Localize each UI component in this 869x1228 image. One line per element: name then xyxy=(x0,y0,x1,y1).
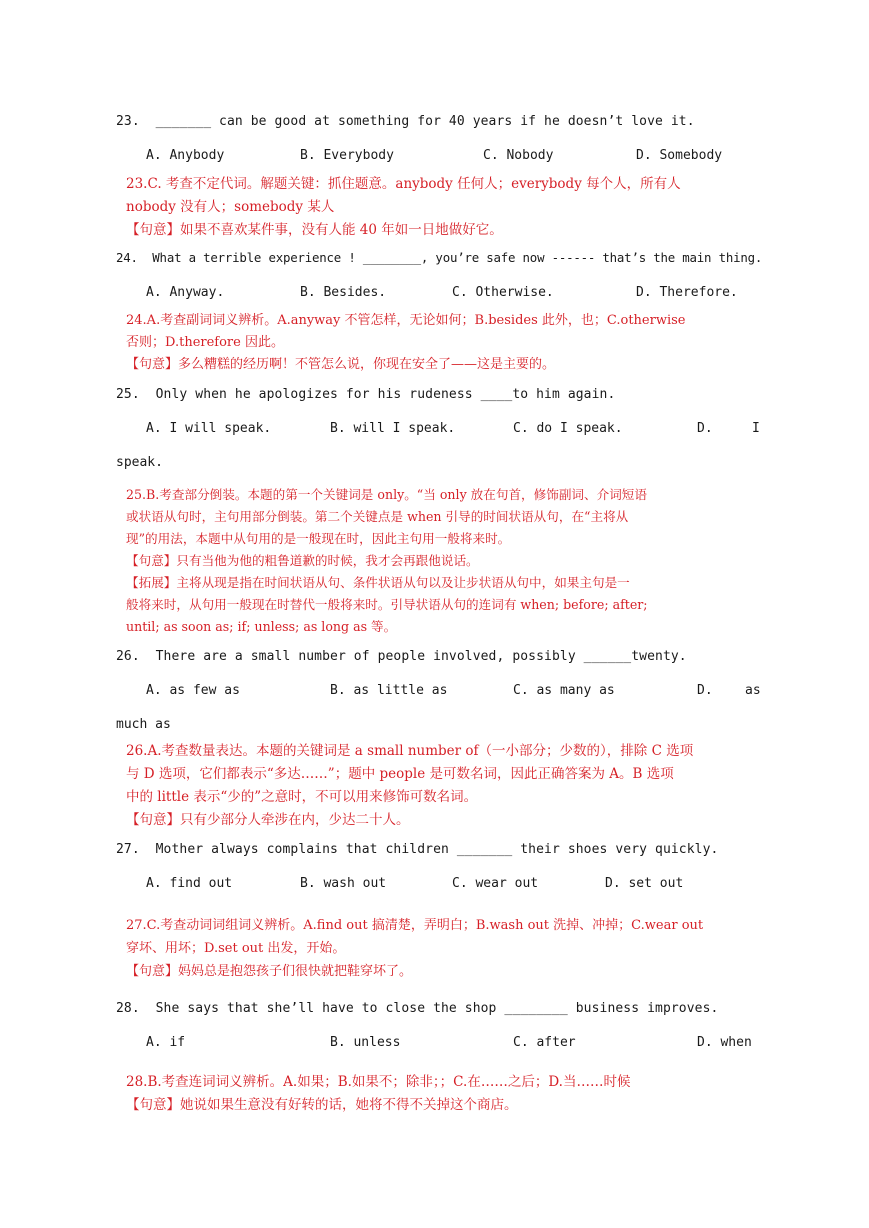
answer-line: 23.C. 考查不定代词。解题关键：抓住题意。anybody 任何人；everybody 每个人，所有人 xyxy=(126,176,681,192)
question-26-option-d-text: as xyxy=(745,683,761,698)
question-25-answer xyxy=(126,484,738,634)
answer-line: 26.A.考查数量表达。本题的关键词是 a small number of（一小部分；少数的），排除 C 选项 xyxy=(126,743,694,759)
question-25-option-c: C. do I speak. xyxy=(513,421,623,436)
question-27-option-c: C. wear out xyxy=(452,876,539,891)
answer-line: 28.B.考查连词词义辨析。A.如果；B.如果不；除非；；C.在……之后；D.当……时候 xyxy=(126,1074,631,1090)
question-27-option-d: D. set out xyxy=(605,876,684,891)
question-25-option-d: D. xyxy=(697,421,713,436)
question-24-option-c: C. Otherwise. xyxy=(452,285,554,300)
question-28-option-d: D. when xyxy=(697,1035,752,1050)
answer-translation: 她说如果生意没有好转的话，她将不得不关掉这个商店。 xyxy=(180,1097,518,1113)
question-26-option-a: A. as few as xyxy=(146,683,240,698)
question-26-option-d-wrap: much as xyxy=(116,717,171,732)
question-23-option-d: D. Somebody xyxy=(636,148,723,163)
question-23-option-a: A. Anybody xyxy=(146,148,225,163)
question-25-option-a: A. I will speak. xyxy=(146,421,272,436)
question-27-option-a: A. find out xyxy=(146,876,233,891)
question-25-stem: 25. Only when he apologizes for his rudeness ____to him again. xyxy=(116,387,616,402)
answer-translation: 妈妈总是抱怨孩子们很快就把鞋穿坏了。 xyxy=(178,964,413,979)
question-28-stem: 28. She says that she’ll have to close the shop ________ business improves. xyxy=(116,1001,719,1016)
question-27-option-b: B. wash out xyxy=(300,876,387,891)
question-26-option-d: D. xyxy=(697,683,713,698)
question-28-option-a: A. if xyxy=(146,1035,186,1050)
question-25-option-b: B. will I speak. xyxy=(330,421,456,436)
answer-translation: 如果不喜欢某件事，没有人能 40 年如一日地做好它。 xyxy=(180,222,503,238)
answer-tag: 【句意】 xyxy=(126,1097,180,1113)
answer-line xyxy=(126,1094,738,1117)
answer-line: 穿坏、用坏；D.set out 出发，开始。 xyxy=(126,941,346,956)
answer-tag: 【句意】 xyxy=(126,553,177,568)
answer-translation: 只有当他为他的粗鲁道歉的时候，我才会再跟他说话。 xyxy=(176,553,479,568)
question-27-answer xyxy=(126,914,738,983)
question-27-stem: 27. Mother always complains that children _______ their shoes very quickly. xyxy=(116,842,719,857)
question-28-option-c: C. after xyxy=(513,1035,576,1050)
answer-tag: 【句意】 xyxy=(126,812,180,828)
question-28-option-b: B. unless xyxy=(330,1035,401,1050)
answer-line: until; as soon as; if; unless; as long as 等。 xyxy=(126,619,397,634)
answer-line: 27.C.考查动词词组词义辨析。A.find out 搞清楚，弄明白；B.wash out 洗掉、冲掉；C.wear out xyxy=(126,918,704,933)
answer-translation: 多么糟糕的经历啊！不管怎么说，你现在安全了——这是主要的。 xyxy=(178,357,556,372)
answer-line: 般将来时，从句用一般现在时替代一般将来时。引导状语从句的连词有 when; before; after; xyxy=(126,597,648,612)
question-25-option-d-wrap: speak. xyxy=(116,455,163,470)
answer-line xyxy=(126,550,738,572)
question-24-option-d: D. Therefore. xyxy=(636,285,738,300)
question-23-option-b: B. Everybody xyxy=(300,148,394,163)
question-24-answer xyxy=(126,310,738,376)
answer-line: 与 D 选项，它们都表示“多达……”；题中 people 是可数名词，因此正确答案为 A。B 选项 xyxy=(126,766,674,782)
answer-line: 25.B.考查部分倒装。本题的第一个关键词是 only。“当 only 放在句首，修饰副词、介词短语 xyxy=(126,487,647,502)
answer-line xyxy=(126,572,738,594)
question-26-answer xyxy=(126,740,738,832)
question-28-answer xyxy=(126,1071,738,1117)
answer-line xyxy=(126,354,738,376)
answer-line xyxy=(126,219,738,242)
answer-tag: 【句意】 xyxy=(126,357,179,372)
question-26-option-c: C. as many as xyxy=(513,683,615,698)
answer-line: 否则；D.therefore 因此。 xyxy=(126,335,284,350)
answer-line: nobody 没有人；somebody 某人 xyxy=(126,199,335,215)
answer-line xyxy=(126,960,738,983)
answer-translation: 主将从现是指在时间状语从句、条件状语从句以及让步状语从句中，如果主句是一 xyxy=(176,575,630,590)
question-24-option-b: B. Besides. xyxy=(300,285,387,300)
answer-line: 24.A.考查副词词义辨析。A.anyway 不管怎样，无论如何；B.besides 此外，也；C.otherwise xyxy=(126,313,686,328)
answer-tag: 【句意】 xyxy=(126,222,180,238)
question-24-option-a: A. Anyway. xyxy=(146,285,225,300)
question-25-option-d-text: I xyxy=(752,421,760,436)
answer-line xyxy=(126,809,738,832)
question-26-option-b: B. as little as xyxy=(330,683,448,698)
answer-tag: 【拓展】 xyxy=(126,575,177,590)
answer-line: 现”的用法，本题中从句用的是一般现在时，因此主句用一般将来时。 xyxy=(126,531,511,546)
question-26-stem: 26. There are a small number of people involved, possibly ______twenty. xyxy=(116,649,687,664)
answer-line: 或状语从句时，主句用部分倒装。第二个关键点是 when 引导的时间状语从句，在“主将从 xyxy=(126,509,629,524)
question-23-option-c: C. Nobody xyxy=(483,148,554,163)
question-24-stem: 24. What a terrible experience ! ________, you’re safe now ------ that’s the main thing. xyxy=(116,250,763,265)
question-23-answer xyxy=(126,173,738,242)
question-23-stem: 23. _______ can be good at something for 40 years if he doesn’t love it. xyxy=(116,114,695,129)
answer-line: 中的 little 表示“少的”之意时，不可以用来修饰可数名词。 xyxy=(126,789,478,805)
answer-tag: 【句意】 xyxy=(126,964,179,979)
answer-translation: 只有少部分人牵涉在内，少达二十人。 xyxy=(180,812,410,828)
